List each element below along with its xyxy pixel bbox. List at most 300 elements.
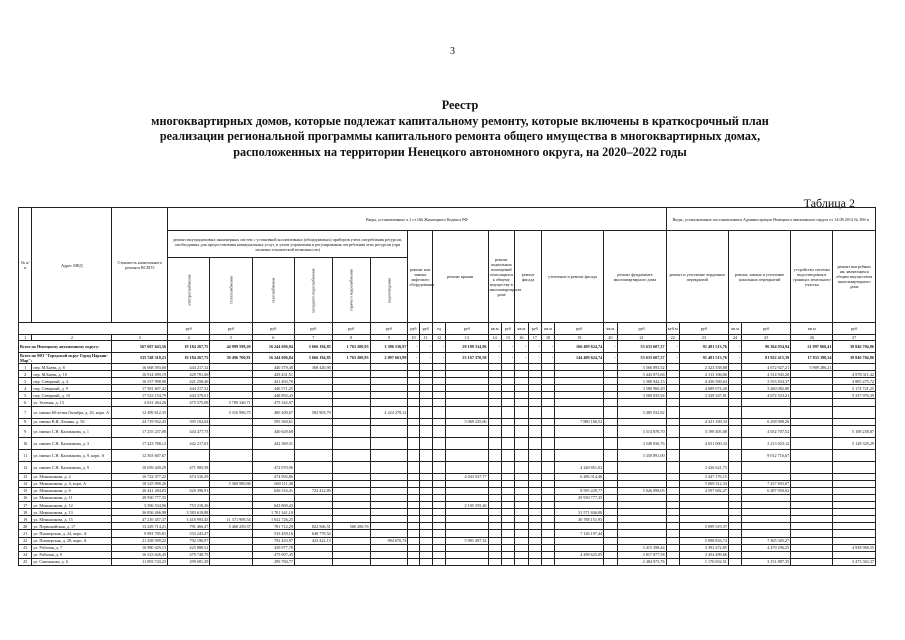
row-value [501, 551, 514, 558]
row-value: 5 108 258,87 [833, 425, 876, 437]
total-value: 91 481 513,76 [679, 341, 728, 353]
row-value [488, 502, 501, 509]
total-value: - [666, 352, 679, 364]
row-value [541, 418, 554, 425]
header-util-heat: теплоснабжения [210, 258, 252, 323]
total-value: - [432, 352, 445, 364]
row-value: 3 485 032,82 [617, 406, 666, 418]
row-value [501, 487, 514, 494]
row-address: ул. имени С.Н. Калмыкова, д. 9, корп. А [32, 449, 112, 461]
row-address: ул. Меньшикова, д. 11 [32, 494, 112, 501]
row-value [446, 406, 488, 418]
row-value [666, 378, 679, 385]
row-value [541, 487, 554, 494]
row-value [728, 494, 741, 501]
header-cellar: ремонт, замена и утепление цокольных перекрытий [728, 231, 790, 323]
row-value [370, 516, 408, 523]
row-value: 3 416 993,45 [168, 516, 210, 523]
row-value [728, 399, 741, 406]
row-value: 47 210 457,37 [112, 516, 168, 523]
row-value [666, 437, 679, 449]
row-value [666, 385, 679, 392]
row-value [666, 502, 679, 509]
row-value [419, 494, 432, 501]
header-util-hot-water: горячего водоснабжения [332, 258, 370, 323]
row-value [419, 523, 432, 530]
row-value [666, 558, 679, 565]
row-value [515, 544, 528, 551]
unit-label: руб [252, 323, 294, 335]
row-value [555, 364, 604, 371]
total-value: 2 097 663,89 [370, 352, 408, 364]
row-value [210, 371, 252, 378]
row-value [446, 364, 488, 371]
total-row [19, 341, 876, 353]
row-value [555, 378, 604, 385]
total-value: 23 167 370,58 [446, 352, 488, 364]
row-value [419, 473, 432, 480]
row-value [728, 473, 741, 480]
column-index: 9 [370, 335, 408, 341]
header-elevator: ремонт или замена лифтового оборудования [408, 231, 432, 323]
row-value [168, 406, 210, 418]
row-value [370, 487, 408, 494]
row-value [528, 378, 541, 385]
total-value: - [515, 352, 528, 364]
total-value: - [604, 352, 617, 364]
table-row [19, 449, 876, 461]
row-value [728, 449, 741, 461]
row-number: 10 [19, 437, 32, 449]
row-value [432, 494, 445, 501]
row-value [446, 461, 488, 473]
row-value: 5 460 250,37 [210, 523, 252, 530]
row-value: 4 514 945,20 [742, 371, 791, 378]
row-value [332, 392, 370, 399]
row-value [332, 399, 370, 406]
row-value: 7 126 197,44 [555, 530, 604, 537]
row-value: 6 287 050,02 [742, 487, 791, 494]
row-value [370, 494, 408, 501]
row-value [370, 418, 408, 425]
total-value: - [541, 341, 554, 353]
row-value: 660 111,48 [252, 480, 294, 487]
row-value [528, 509, 541, 516]
row-value [210, 461, 252, 473]
row-address: пер. Северный, д. 10 [32, 392, 112, 399]
unit-label: руб [446, 323, 488, 335]
row-value: 475 907,45 [252, 551, 294, 558]
row-value [419, 502, 432, 509]
row-value [419, 487, 432, 494]
total-value: 166 409 624,74 [555, 341, 604, 353]
row-value [419, 371, 432, 378]
row-value: 560 200,76 [332, 523, 370, 530]
row-value [604, 437, 617, 449]
row-value [541, 480, 554, 487]
row-value [419, 399, 432, 406]
row-value [501, 418, 514, 425]
row-value [501, 523, 514, 530]
row-value [528, 516, 541, 523]
row-value [555, 385, 604, 392]
row-value [501, 558, 514, 565]
column-index: 26 [791, 335, 833, 341]
row-value: 3 151 887,35 [742, 558, 791, 565]
row-number: 5 [19, 392, 32, 399]
total-value: 53 633 607,37 [617, 352, 666, 364]
row-value [488, 364, 501, 371]
row-address: ул. имени С.Н. Калмыкова, д. 3 [32, 437, 112, 449]
row-value [528, 502, 541, 509]
table-row [19, 480, 876, 487]
row-value: 4 689 074,28 [679, 385, 728, 392]
row-value [370, 509, 408, 516]
row-value [617, 461, 666, 473]
row-value [419, 537, 432, 544]
row-address: ул. Рабочая, д. 7 [32, 544, 112, 551]
row-value: 3 548 836,76 [617, 437, 666, 449]
row-number: 17 [19, 502, 32, 509]
row-value: 3 316 996,75 [210, 406, 252, 418]
column-index: 3 [112, 335, 168, 341]
row-value: 442 369,31 [252, 437, 294, 449]
row-value [728, 418, 741, 425]
row-number: 7 [19, 406, 32, 418]
row-value [432, 378, 445, 385]
row-value [501, 449, 514, 461]
unit-label: руб [419, 323, 432, 335]
row-value [666, 516, 679, 523]
row-value [332, 371, 370, 378]
row-value [541, 558, 554, 565]
row-value [617, 480, 666, 487]
row-value: 4 597 682,27 [679, 487, 728, 494]
row-value [666, 509, 679, 516]
row-value [488, 378, 501, 385]
row-value [833, 551, 876, 558]
row-value [432, 461, 445, 473]
row-value [791, 385, 833, 392]
row-value [332, 385, 370, 392]
row-value: 2 113 106,86 [679, 371, 728, 378]
row-value: 4 652 707,52 [742, 425, 791, 437]
row-value [252, 449, 294, 461]
title-line: многоквартирных домов, которые подлежат капитальному ремонту, которые включены в краткосрочный план [151, 113, 769, 128]
header-roof: ремонт крыши [432, 231, 488, 323]
column-index: 1 [19, 335, 32, 341]
row-value [666, 364, 679, 371]
row-value [604, 487, 617, 494]
column-index: 16 [515, 335, 528, 341]
row-value: 2 323 558,88 [679, 364, 728, 371]
row-number: 6 [19, 399, 32, 406]
row-value [432, 516, 445, 523]
table-row [19, 509, 876, 516]
row-value: 4 672 523,21 [742, 392, 791, 399]
table-row [19, 516, 876, 523]
row-address: ул. Сапожника, д. 6 [32, 558, 112, 565]
row-number: 4 [19, 385, 32, 392]
row-number: 14 [19, 480, 32, 487]
row-value [210, 418, 252, 425]
row-value [432, 509, 445, 516]
row-value [604, 406, 617, 418]
row-value [332, 487, 370, 494]
row-value [604, 516, 617, 523]
row-value [666, 480, 679, 487]
row-value [528, 537, 541, 544]
row-value [501, 378, 514, 385]
row-value [446, 551, 488, 558]
row-address: пер. Северный, д. 9 [32, 385, 112, 392]
row-value: 16 557 998,90 [112, 378, 168, 385]
total-value: - [528, 341, 541, 353]
row-value: 9 012 716,67 [742, 449, 791, 461]
row-value [728, 537, 741, 544]
row-value [617, 516, 666, 523]
row-value [294, 385, 332, 392]
row-value [332, 378, 370, 385]
row-value [210, 437, 252, 449]
unit-label: руб [168, 323, 210, 335]
row-value [370, 544, 408, 551]
row-number: 23 [19, 544, 32, 551]
row-value [679, 502, 728, 509]
row-number: 24 [19, 551, 32, 558]
row-value [528, 530, 541, 537]
row-value [528, 371, 541, 378]
row-address: ул. Пионерская, д. 28, корп. А [32, 537, 112, 544]
row-value [419, 544, 432, 551]
row-value [604, 523, 617, 530]
header-disconnect: ремонт выгребных ям, являющихся общим имуществом многоквартирного дома [833, 231, 876, 323]
row-value [555, 537, 604, 544]
row-value: 4 436 569,64 [679, 378, 728, 385]
row-value [604, 558, 617, 565]
row-number: 22 [19, 537, 32, 544]
header-fund: ремонт фундамента многоквартирного дома [604, 231, 666, 323]
row-value [294, 473, 332, 480]
row-value [528, 544, 541, 551]
row-value [419, 449, 432, 461]
row-value [501, 364, 514, 371]
row-value [528, 385, 541, 392]
row-value [541, 392, 554, 399]
row-value [370, 364, 408, 371]
row-value [604, 418, 617, 425]
row-value [728, 406, 741, 418]
total-value: - [501, 352, 514, 364]
column-index: 19 [555, 335, 604, 341]
row-value: 6 258 908,26 [742, 418, 791, 425]
row-value [666, 487, 679, 494]
total-value: 567 067 643,56 [112, 341, 168, 353]
total-value: 21 897 066,41 [791, 341, 833, 353]
row-value: 444 477,73 [168, 425, 210, 437]
row-value: 5 369 980,68 [210, 480, 252, 487]
row-value: 648 779,54 [294, 530, 332, 537]
row-value [515, 480, 528, 487]
row-value [408, 364, 419, 371]
row-value: 475 575,08 [168, 399, 210, 406]
row-value [742, 502, 791, 509]
row-value: 3 198 405,08 [679, 425, 728, 437]
row-value [604, 537, 617, 544]
row-value [679, 406, 728, 418]
total-value: - [728, 352, 741, 364]
row-value [332, 406, 370, 418]
row-value: 643 869,43 [252, 502, 294, 509]
row-value [446, 399, 488, 406]
unit-label: кв.м [515, 323, 528, 335]
row-value [408, 487, 419, 494]
row-value [515, 473, 528, 480]
row-value [370, 385, 408, 392]
row-value [168, 449, 210, 461]
row-number: 9 [19, 425, 32, 437]
row-value [432, 537, 445, 544]
header-drainage: устройство системы водоотведения в границах земельного участка [791, 231, 833, 323]
row-value [791, 406, 833, 418]
row-value: 429 431,51 [252, 371, 294, 378]
row-value [515, 418, 528, 425]
row-value [446, 425, 488, 437]
row-value: 421 403,78 [252, 378, 294, 385]
row-value [446, 523, 488, 530]
row-value [332, 494, 370, 501]
row-value [332, 437, 370, 449]
row-value: 7 880 166,52 [555, 418, 604, 425]
row-value [501, 399, 514, 406]
row-value [541, 399, 554, 406]
row-value [488, 399, 501, 406]
row-value: 8 595 229,77 [555, 487, 604, 494]
row-value [666, 425, 679, 437]
row-value [679, 494, 728, 501]
row-value [210, 473, 252, 480]
row-value [617, 509, 666, 516]
row-value [833, 480, 876, 487]
unit-label: руб [501, 323, 514, 335]
row-value [791, 378, 833, 385]
row-value [742, 523, 791, 530]
row-value [370, 425, 408, 437]
unit-label: руб [679, 323, 728, 335]
row-value [294, 494, 332, 501]
row-value [419, 509, 432, 516]
row-value [332, 449, 370, 461]
row-value [501, 502, 514, 509]
row-value [488, 509, 501, 516]
row-value: 4 479 296,25 [742, 544, 791, 551]
row-value [617, 418, 666, 425]
row-value [604, 371, 617, 378]
table-row [19, 537, 876, 544]
row-value [791, 418, 833, 425]
row-address: ул. Рабочая, д. 9 [32, 551, 112, 558]
row-value [432, 418, 445, 425]
row-value: 4 651 000,34 [679, 437, 728, 449]
row-value [541, 437, 554, 449]
row-value [728, 480, 741, 487]
page-number: 3 [450, 46, 455, 57]
row-value [742, 516, 791, 523]
total-value: - [604, 341, 617, 353]
total-value: 3 386 536,97 [370, 341, 408, 353]
row-value [332, 509, 370, 516]
row-value [408, 523, 419, 530]
row-value [419, 437, 432, 449]
row-value [370, 392, 408, 399]
row-value [541, 385, 554, 392]
row-value: 5 337 976,39 [833, 392, 876, 399]
row-value [408, 371, 419, 378]
row-value [515, 461, 528, 473]
row-value [432, 480, 445, 487]
table-row [19, 461, 876, 473]
row-value [833, 523, 876, 530]
title-line: Реестр [441, 98, 479, 112]
row-value: 7 257 693,07 [742, 480, 791, 487]
row-value [446, 530, 488, 537]
column-index: 25 [742, 335, 791, 341]
column-index: 20 [604, 335, 617, 341]
row-value [370, 399, 408, 406]
row-value [791, 551, 833, 558]
row-value [294, 437, 332, 449]
row-value [446, 378, 488, 385]
row-value: 3 566 893,52 [617, 364, 666, 371]
row-value [541, 551, 554, 558]
row-value [168, 480, 210, 487]
row-value [728, 487, 741, 494]
row-value [541, 378, 554, 385]
row-value [432, 473, 445, 480]
row-value [370, 437, 408, 449]
row-value [728, 558, 741, 565]
row-value: 3 392 472,85 [679, 544, 728, 551]
row-value [332, 473, 370, 480]
total-value: 16 244 696,04 [252, 352, 294, 364]
row-value [332, 364, 370, 371]
row-value [210, 494, 252, 501]
row-number: 3 [19, 378, 32, 385]
row-value [515, 551, 528, 558]
row-value: 30 788 151,93 [555, 516, 604, 523]
row-value [666, 392, 679, 399]
row-value [791, 523, 833, 530]
total-value: 5 666 194,85 [294, 352, 332, 364]
total-value: - [432, 341, 445, 353]
total-value: 81 922 415,39 [742, 352, 791, 364]
total-value: 53 633 607,37 [617, 341, 666, 353]
unit-label: кв.м [541, 323, 554, 335]
unit-label: руб [833, 323, 876, 335]
table-row [19, 425, 876, 437]
row-value [488, 516, 501, 523]
row-value [791, 530, 833, 537]
row-value [446, 494, 488, 501]
row-value [408, 406, 419, 418]
row-value [432, 530, 445, 537]
row-value [604, 461, 617, 473]
unit-label: ед [432, 323, 445, 335]
unit-label: руб [210, 323, 252, 335]
row-address: пер. М.Баева, д. 10 [32, 371, 112, 378]
row-value [604, 502, 617, 509]
header-group-admin: Виды, установленные постановлением Администрации Ненецкого автономного округа от 14.08.2014 № 306-п [666, 208, 875, 231]
